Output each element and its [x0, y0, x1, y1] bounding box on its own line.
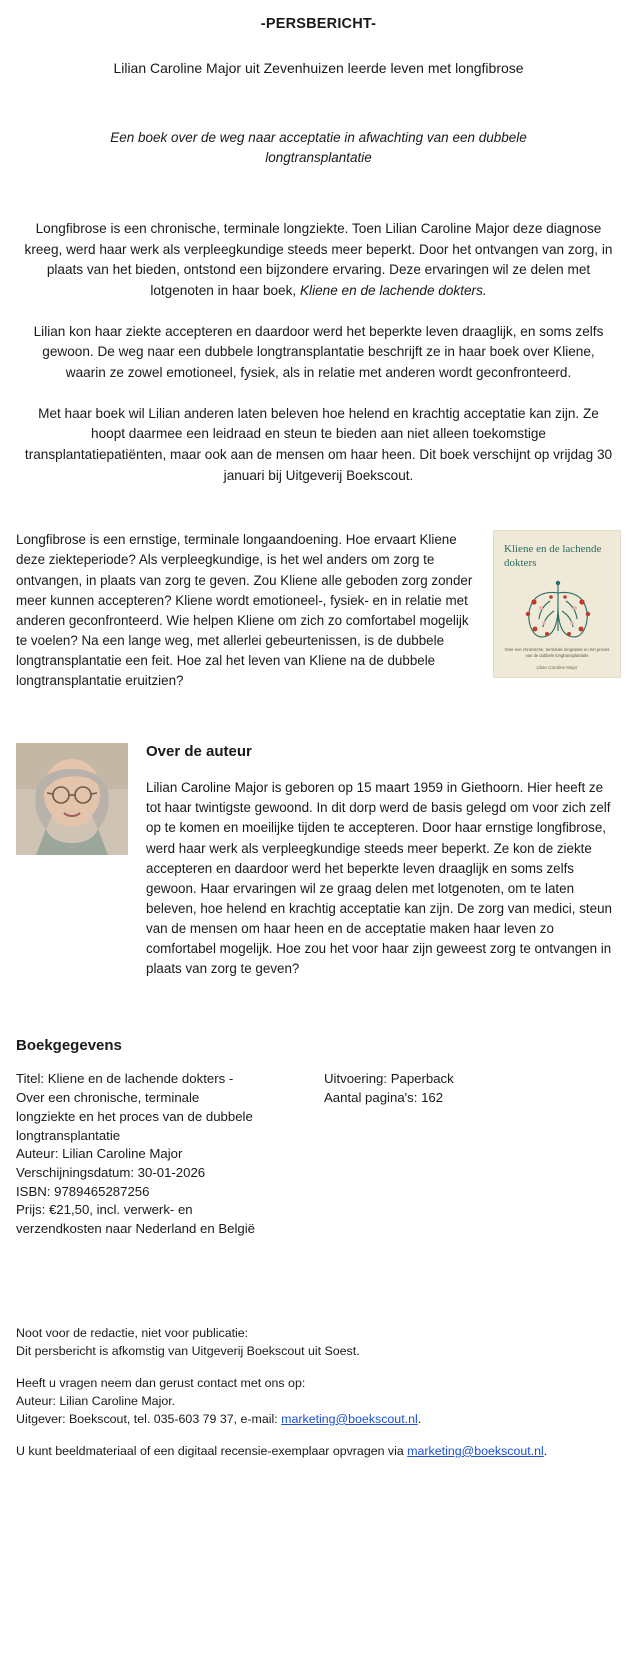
- footer-section: [14, 1325, 623, 1461]
- intro-paragraph-2: Lilian kon haar ziekte accepteren en daardoor werd het beperkte leven draaglijk, en soms zelfs gewoon. De weg naar een dubbele longtransplantatie beschrijft ze in haar boek over Kliene, waarin ze zowel emotioneel, fysiek, als in relatie met anderen wordt geconfronteerd.: [33, 323, 604, 381]
- book-cover-title: Kliene en de lachende dokters: [504, 543, 602, 570]
- footer-spacer-2: [16, 1429, 623, 1443]
- intro-paragraph-3: Met haar boek wil Lilian anderen laten beleven hoe helend en krachtig acceptatie kan zijn. Ze hoopt daarmee een leidraad en steun te bieden aan niet alleen toekomstige transplantatiepatiënten, maar ook aan de mensen om haar heen. Dit boek verschijnt op vrijdag 30 januari bij Uitgeverij Boekscout.: [24, 405, 613, 483]
- contact-line-3: [16, 1411, 623, 1429]
- author-bio-text: Lilian Caroline Major is geboren op 15 maart 1959 in Giethoorn. Hier heeft ze tot haar twintigste gewoond. In dit dorp werd de basis gelegd om voor zich zelf op te komen en moeilijke tijden te accepteren. Door haar ernstige longfibrose, werd haar werk als verpleegkundige steeds meer beperkt. Ze kon de ziekte accepteren en daardoor werd het beperkte leven draaglijk en soms zelfs gewoon. Haar ervaringen wil ze graag delen met lotgenoten, om te laten beleven, hoe helend en krachtig acceptatie kan zijn. De zorg van medici, steun van de mensen om haar heen en de acceptatie maken haar leven zo comfortabel mogelijk. Hoe zou het voor haar zijn geweest zorg te ontvangen in plaats van zorg te geven?: [146, 780, 612, 977]
- author-portrait-photo: [16, 743, 128, 855]
- intro-paragraph-1: [22, 219, 615, 302]
- lungs-illustration-icon: [494, 577, 620, 655]
- book-title-italic: Kliene en de lachende dokters.: [299, 283, 487, 299]
- press-material-text: U kunt beeldmateriaal of een digitaal recensie-exemplaar opvragen via: [16, 1443, 408, 1458]
- editorial-note-line-2: Dit persbericht is afkomstig van Uitgeverij Boekscout uit Soest.: [16, 1343, 360, 1358]
- detail-line: Over een chronische, terminale: [16, 1090, 200, 1106]
- book-details-right-column: [324, 1070, 564, 1239]
- contact-line-3-period: .: [417, 1411, 422, 1426]
- publisher-contact-text: Uitgever: Boekscout, tel. 035-603 79 37, e-mail:: [16, 1411, 282, 1426]
- editorial-note-line-1: Noot voor de redactie, niet voor publicatie:: [16, 1325, 249, 1340]
- detail-line: Titel: Kliene en de lachende dokters -: [16, 1071, 234, 1087]
- email-link[interactable]: marketing@boekscout.nl: [281, 1411, 418, 1426]
- author-heading: Over de auteur: [146, 743, 252, 761]
- intro-paragraph-1-text: Longfibrose is een chronische, terminale longziekte. Toen Lilian Caroline Major deze diagnose kreeg, werd haar werk als verpleegkundige steeds meer beperkt. Door het ontvangen van zorg, in plaats van het bieden, ontstond een bijzondere ervaring. Deze ervaringen wil ze delen met lotgenoten in haar boek,: [24, 221, 613, 299]
- detail-line: verzendkosten naar Nederland en België: [16, 1221, 255, 1237]
- detail-line: longtransplantatie: [16, 1127, 121, 1143]
- author-body: [146, 743, 621, 979]
- book-cover-subtitle: Over een chronische, terminale longziekte en het proces van de dubbele longtransplantatie: [504, 646, 610, 659]
- press-material-line: [16, 1443, 623, 1461]
- email-link[interactable]: marketing@boekscout.nl: [407, 1443, 544, 1458]
- detail-line: Prijs: €21,50, incl. verwerk- en: [16, 1202, 193, 1218]
- detail-line: ISBN: 9789465287256: [16, 1183, 150, 1199]
- detail-line: Uitvoering: Paperback: [324, 1071, 454, 1087]
- subtitle: Lilian Caroline Major uit Zevenhuizen leerde leven met longfibrose: [113, 60, 524, 76]
- footer-spacer: [16, 1361, 623, 1375]
- blurb-section: [14, 530, 623, 691]
- author-section: [14, 743, 623, 979]
- book-details: [14, 1070, 623, 1239]
- press-release-document: [0, 16, 637, 1679]
- book-details-left-column: [16, 1070, 296, 1239]
- blurb-text: Longfibrose is een ernstige, terminale longaandoening. Hoe ervaart Kliene deze ziekteperiode? Als verpleegkundige, is het wel anders om zorg te ontvangen, in plaats van zorg te geven. Zou Kliene alle geboden zorg zonder meer kunnen accepteren? Kliene wordt emotioneel-, fysiek- en in relatie met anderen geconfronteerd. Wie helpen Kliene om zich zo comfortabel mogelijk te voelen? Na een lange weg, met allerlei gebeurtenissen, is de dubbele longtransplantatie een feit. Hoe zal het leven van Kliene na de dubbele longtransplantatie eruitzien?: [16, 532, 473, 689]
- detail-line: longziekte en het proces van de dubbele: [16, 1108, 253, 1124]
- page-title: -PERSBERICHT-: [260, 16, 377, 32]
- contact-line-1: Heeft u vragen neem dan gerust contact met ons op:: [16, 1375, 306, 1390]
- detail-line: Auteur: Lilian Caroline Major: [16, 1146, 183, 1162]
- detail-line: Verschijningsdatum: 30-01-2026: [16, 1164, 206, 1180]
- contact-line-2: Auteur: Lilian Caroline Major.: [16, 1393, 176, 1408]
- book-cover-author: Lilian Caroline Major: [536, 665, 578, 671]
- book-details-heading: Boekgegevens: [16, 1037, 122, 1055]
- tagline: Een boek over de weg naar acceptatie in afwachting van een dubbele longtransplantatie: [110, 130, 527, 165]
- press-material-period: .: [543, 1443, 548, 1458]
- detail-line: Aantal pagina's: 162: [324, 1090, 444, 1106]
- book-cover-image: [493, 530, 621, 678]
- intro-section: [14, 219, 623, 486]
